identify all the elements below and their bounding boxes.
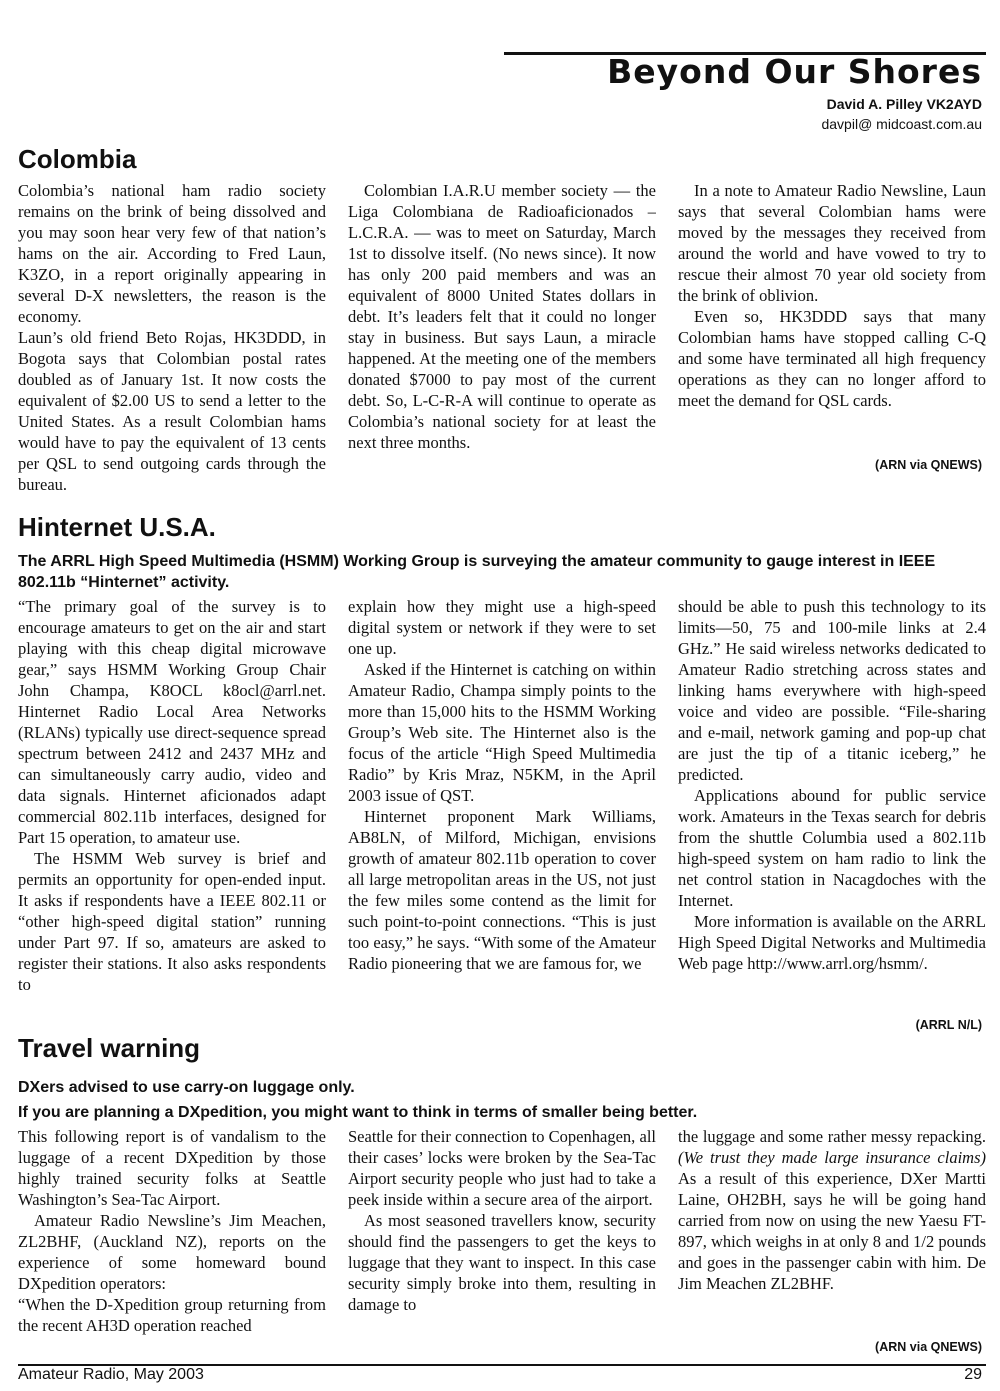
paragraph: Seattle for their connection to Copenhagen, all their cases’ locks were broken by the Sea-Tac Airport security people who just had to take a peek inside within a secure area of the airport. [348, 1127, 656, 1209]
colombia-column-1 [18, 180, 326, 498]
paragraph-part: As a result of this experience, DXer Martti Laine, OH2BH, says he will be going hand carried from now on using the new Yaesu FT-897, which weighs in at only 8 and 1/2 pounds and goes in the passenger cabin with him. De Jim Meachen ZL2BHF. [678, 1169, 986, 1293]
paragraph: As most seasoned travellers know, security should find the passengers to get the keys to luggage that they want to inspect. In this case security simply broke into them, resulting in damage to [348, 1211, 656, 1314]
travel-column-1 [18, 1126, 326, 1338]
paragraph [678, 1126, 986, 1294]
travel-column-2 [348, 1126, 656, 1338]
paragraph: Even so, HK3DDD says that many Colombian hams have stopped calling C-Q and some have terminated all high frequency operations as they can no longer afford to meet the demand for QSL cards. [678, 307, 986, 410]
colombia-column-2 [348, 180, 656, 498]
travel-lead-1: DXers advised to use carry-on luggage only. [18, 1079, 355, 1096]
credit-hinternet: (ARRL N/L) [915, 1018, 982, 1032]
paragraph: Asked if the Hinternet is catching on within Amateur Radio, Champa simply points to the more than 15,000 hits to the HSMM Working Group’s Web site. The Hinternet also is the focus of the article “High Speed Multimedia Radio” by Kris Mraz, N5KM, in the April 2003 issue of QST. [348, 660, 656, 805]
credit-colombia: (ARN via QNEWS) [875, 458, 982, 472]
paragraph: The HSMM Web survey is brief and permits an opportunity for open-ended input. It asks if respondents have a IEEE 802.11 or “other high-speed digital station” running under Part 97. If so, amateurs are asked to register their stations. It also asks respondents to [18, 849, 326, 994]
paragraph: In a note to Amateur Radio Newsline, Laun says that several Colombian hams were moved by the messages they received from around the world and have vowed to try to rescue their almost 70 year old society from the brink of oblivion. [678, 181, 986, 305]
paragraph-part: the luggage and some rather messy repacking. [678, 1127, 986, 1146]
paragraph: Amateur Radio Newsline’s Jim Meachen, ZL2BHF, (Auckland NZ), reports on the experience of some homeward bound DXpedition operators: [18, 1211, 326, 1293]
hinternet-column-3 [678, 596, 986, 1020]
paragraph: Colombia’s national ham radio society remains on the brink of being dissolved and you may soon hear very few of that nation’s hams on the air. According to Fred Laun, K3ZO, in a report originally appearing in several D-X newsletters, the reason is the economy. [18, 181, 326, 326]
travel-column-3 [678, 1126, 986, 1338]
hinternet-column-1 [18, 596, 326, 1020]
page-number: 29 [964, 1366, 982, 1383]
hinternet-columns [18, 596, 986, 1020]
section-title-colombia: Colombia [18, 144, 137, 174]
paragraph: Applications abound for public service work. Amateurs in the Texas search for debris from the shuttle Columbia used a 802.11b high-speed system on ham radio to link the net control station in Nacagdoches with the Internet. [678, 786, 986, 910]
footer-publication: Amateur Radio, May 2003 [18, 1366, 204, 1383]
italic-aside: (We trust they made large insurance claims) [678, 1148, 986, 1167]
section-title-travel: Travel warning [18, 1033, 201, 1063]
colombia-column-3 [678, 180, 986, 498]
travel-lead-2: If you are planning a DXpedition, you might want to think in terms of smaller being better. [18, 1104, 698, 1121]
section-title-hinternet: Hinternet U.S.A. [18, 512, 216, 542]
colombia-columns [18, 180, 986, 498]
travel-columns [18, 1126, 986, 1338]
paragraph: Hinternet proponent Mark Williams, AB8LN, of Milford, Michigan, envisions growth of amateur 802.11b operation to cover all large metropolitan areas in the US, not just the few miles some contend as the limit for such point-to-point connections. “This is just too easy,” he says. “With some of the Amateur Radio pioneering that we are famous for, we [348, 807, 656, 973]
paragraph: should be able to push this technology to its limits—50, 75 and 100-mile links at 2.4 GHz.” He said wireless networks dedicated to Amateur Radio stretching across states and linking hams everywhere with high-speed voice and video are possible. “File-sharing and e-mail, network gaming and pop-up chat are just the tip of a titanic iceberg,” he predicted. [678, 597, 986, 784]
credit-travel: (ARN via QNEWS) [875, 1340, 982, 1354]
author-email: davpil@ midcoast.com.au [821, 116, 982, 132]
column-title: Beyond Our Shores [607, 52, 982, 91]
hinternet-column-2 [348, 596, 656, 1020]
paragraph: “The primary goal of the survey is to encourage amateurs to get on the air and start playing with this cheap digital microwave gear,” says HSMM Working Group Chair John Champa, K8OCL k8ocl@arrl.net. Hinternet Radio Local Area Networks (RLANs) typically use direct-sequence spread spectrum between 2412 and 2437 MHz and can simultaneously carry audio, video and data signals. Hinternet aficionados adapt commercial 802.11b interfaces, designed for Part 15 operation, to amateur use. [18, 597, 326, 847]
paragraph: More information is available on the ARRL High Speed Digital Networks and Multimedia Web page http://www.arrl.org/hsmm/. [678, 912, 986, 973]
paragraph: This following report is of vandalism to the luggage of a recent DXpedition by those highly trained security folks at Seattle Washington’s Sea-Tac Airport. [18, 1127, 326, 1209]
paragraph: “When the D-Xpedition group returning from the recent AH3D operation reached [18, 1295, 326, 1335]
paragraph: Colombian I.A.R.U member society — the Liga Colombiana de Radioaficionados – L.C.R.A. — was to meet on Saturday, March 1st to dissolve itself. (No news since). It now has only 200 paid members and was an equivalent of 8000 United States dollars in debt. It’s leaders felt that it could no longer stay in business. But says Laun, a miracle happened. At the meeting one of the members donated $7000 to pay most of the current debt. So, L-C-R-A will continue to operate as Colombia’s national society for at least the next three months. [348, 181, 656, 452]
paragraph: Laun’s old friend Beto Rojas, HK3DDD, in Bogota says that Colombian postal rates doubled as of January 1st. It now costs the equivalent of $2.00 US to send a letter to the United States. As a result Colombian hams would have to pay the equivalent of 13 cents per QSL to send outgoing cards through the bureau. [18, 328, 326, 494]
hinternet-lead: The ARRL High Speed Multimedia (HSMM) Working Group is surveying the amateur community to gauge interest in IEEE 802.11b “Hinternet” activity. [18, 553, 936, 591]
author-name: David A. Pilley VK2AYD [826, 96, 982, 112]
paragraph: explain how they might use a high-speed digital system or network if they were to set one up. [348, 597, 656, 658]
